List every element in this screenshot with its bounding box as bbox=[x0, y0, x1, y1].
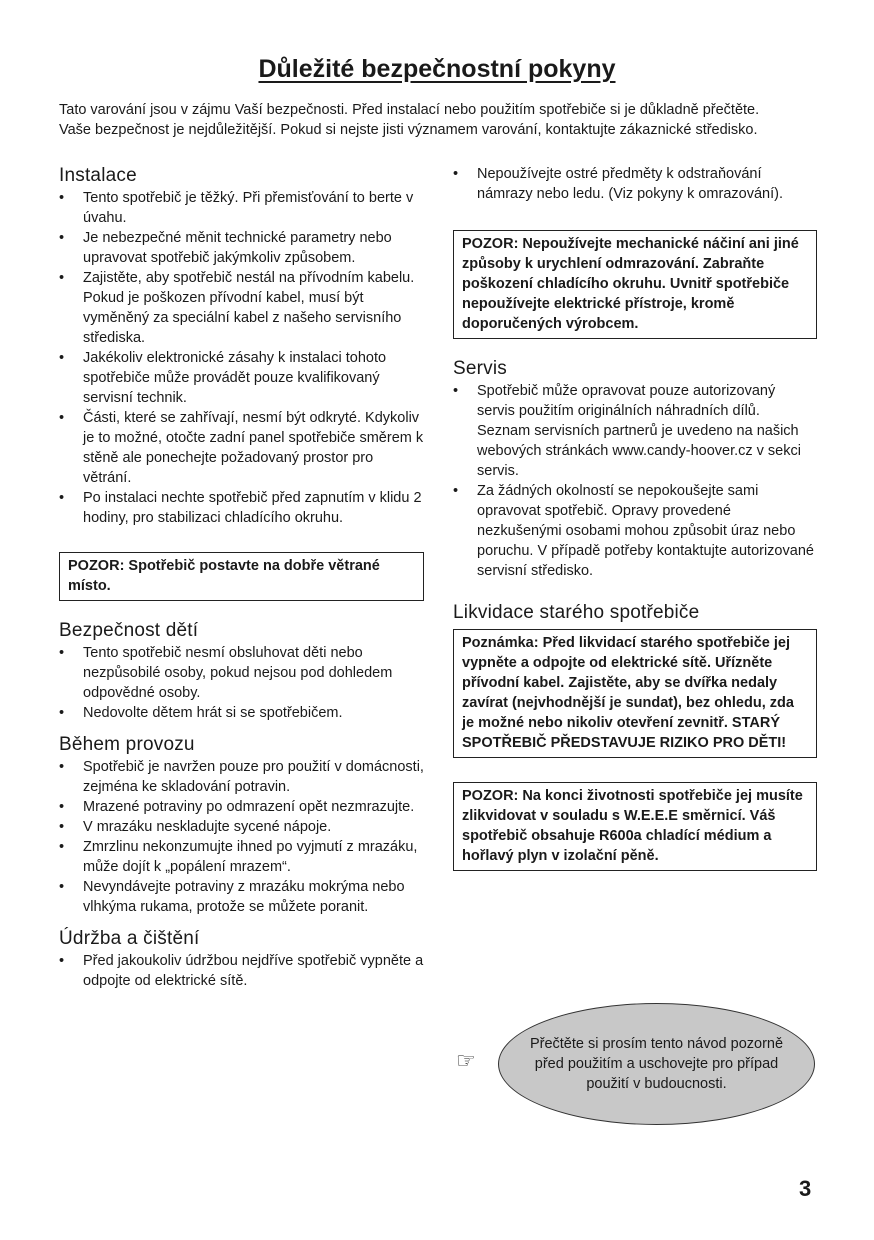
list-item: • Za žádných okolností se nepokoušejte sami opravovat spotřebič. Opravy provedené nezkušenými osobami mohou způsobit úraz nebo poruchu. V případě potřeby kontaktujte autorizované servisní středisko. bbox=[453, 481, 817, 581]
warning-text: : Nepoužívejte mechanické náčiní ani jiné způsoby k urychlení odmrazování. Zabraňte poškození chladícího okruhu. Uvnitř spotřebiče nepoužívejte elektrické přístroje, kromě doporučených výrobcem. bbox=[462, 236, 799, 332]
list-item: • Po instalaci nechte spotřebič před zapnutím v klidu 2 hodiny, pro stabilizaci chladícího okruhu. bbox=[59, 488, 424, 528]
section-heading-servis: Servis bbox=[453, 358, 507, 379]
notice-text: Přečtěte si prosím tento návod pozorně před použitím a uschovejte pro případ použití v budoucnosti. bbox=[529, 1036, 784, 1092]
udrzba-list-continued bbox=[453, 164, 817, 204]
list-item: • Jakékoliv elektronické zásahy k instalaci tohoto spotřebiče může provádět pouze kvalifikovaný servisní technik. bbox=[59, 348, 424, 408]
warning-box-ventilation bbox=[59, 552, 424, 601]
list-item: • Části, které se zahřívají, nesmí být odkryté. Kdykoliv je to možné, otočte zadní panel spotřebiče směrem k stěně ale ponechejte požadovaný prostor pro větrání. bbox=[59, 408, 424, 488]
list-item: • Tento spotřebič nesmí obsluhovat děti nebo nezpůsobilé osoby, pokud nejsou pod dohledem odpovědné osoby. bbox=[59, 643, 424, 703]
page-title: Důležité bezpečnostní pokyny bbox=[258, 55, 616, 83]
list-item: • Je nebezpečné měnit technické parametry nebo upravovat spotřebič jakýmkoliv způsobem. bbox=[59, 228, 424, 268]
servis-list bbox=[453, 381, 817, 581]
warning-box-defrost bbox=[453, 230, 817, 339]
list-item: • Tento spotřebič je těžký. Při přemisťování to berte v úvahu. bbox=[59, 188, 424, 228]
right-column bbox=[453, 164, 817, 871]
page-number: 3 bbox=[799, 1176, 812, 1201]
left-column bbox=[59, 164, 424, 991]
list-item: • Nevyndávejte potraviny z mrazáku mokrýma nebo vlhkýma rukama, protože se můžete poranit. bbox=[59, 877, 424, 917]
list-item: • Zmrzlinu nekonzumujte ihned po vyjmutí z mrazáku, může dojít k „popálení mrazem“. bbox=[59, 837, 424, 877]
pointing-hand-icon: ☞ bbox=[456, 1048, 476, 1073]
warning-label: POZOR bbox=[68, 558, 120, 574]
section-heading-instalace: Instalace bbox=[59, 165, 137, 186]
warning-text: : Spotřebič postavte na dobře větrané místo. bbox=[68, 558, 380, 594]
section-heading-udrzba: Údržba a čištění bbox=[59, 928, 200, 949]
list-item: • Před jakoukoliv údržbou nejdříve spotřebič vypněte a odpojte od elektrické sítě. bbox=[59, 951, 424, 991]
udrzba-list bbox=[59, 951, 424, 991]
list-item: • Spotřebič může opravovat pouze autorizovaný servis použitím originálních náhradních dílů. Seznam servisních partnerů je uvedeno na našich webových stránkách www.candy-hoover.cz v sekci servis. bbox=[453, 381, 817, 481]
list-item: • V mrazáku neskladujte sycené nápoje. bbox=[59, 817, 424, 837]
notice-oval bbox=[498, 1003, 815, 1125]
warning-box-weee bbox=[453, 782, 817, 871]
list-item: • Spotřebič je navržen pouze pro použití v domácnosti, zejména ke skladování potravin. bbox=[59, 757, 424, 797]
intro-paragraph: Tato varování jsou v zájmu Vaší bezpečnosti. Před instalací nebo použitím spotřebiče si je důkladně přečtěte. Vaše bezpečnost je nejdůležitější. Pokud si nejste jisti významem varování, kontaktujte zákaznické středisko. bbox=[59, 102, 760, 138]
section-heading-likvidace: Likvidace starého spotřebiče bbox=[453, 602, 700, 623]
note-box-disposal: Poznámka: Před likvidací starého spotřebiče jej vypněte a odpojte od elektrické sítě. Uřízněte přívodní kabel. Zajistěte, aby se dvířka nedaly zavírat (nejvhodnější je sundat), bez ohledu, zda je možné nebo nikoliv otevření zevnitř. STARÝ SPOTŘEBIČ PŘEDSTAVUJE RIZIKO PRO DĚTI! bbox=[453, 629, 817, 758]
provoz-list bbox=[59, 757, 424, 917]
warning-label: POZOR bbox=[462, 236, 514, 252]
list-item: • Nedovolte dětem hrát si se spotřebičem. bbox=[59, 703, 424, 723]
warning-label: POZOR: bbox=[462, 788, 519, 804]
instalace-list bbox=[59, 188, 424, 528]
section-heading-deti: Bezpečnost dětí bbox=[59, 620, 199, 641]
list-item: • Nepoužívejte ostré předměty k odstraňování námrazy nebo ledu. (Viz pokyny k omrazování). bbox=[453, 164, 817, 204]
list-item: • Mrazené potraviny po odmrazení opět nezmrazujte. bbox=[59, 797, 424, 817]
deti-list bbox=[59, 643, 424, 723]
warning-text: Na konci životnosti spotřebiče jej musíte zlikvidovat v souladu s W.E.E.E směrnicí. Váš spotřebič obsahuje R600a chladící médium a hořlavý plyn v izolační pěně. bbox=[462, 788, 803, 864]
list-item: • Zajistěte, aby spotřebič nestál na přívodním kabelu. Pokud je poškozen přívodní kabel, musí být vyměněný za speciální kabel z našeho servisního střediska. bbox=[59, 268, 424, 348]
read-manual-notice bbox=[456, 1003, 826, 1123]
section-heading-provoz: Během provozu bbox=[59, 734, 195, 755]
